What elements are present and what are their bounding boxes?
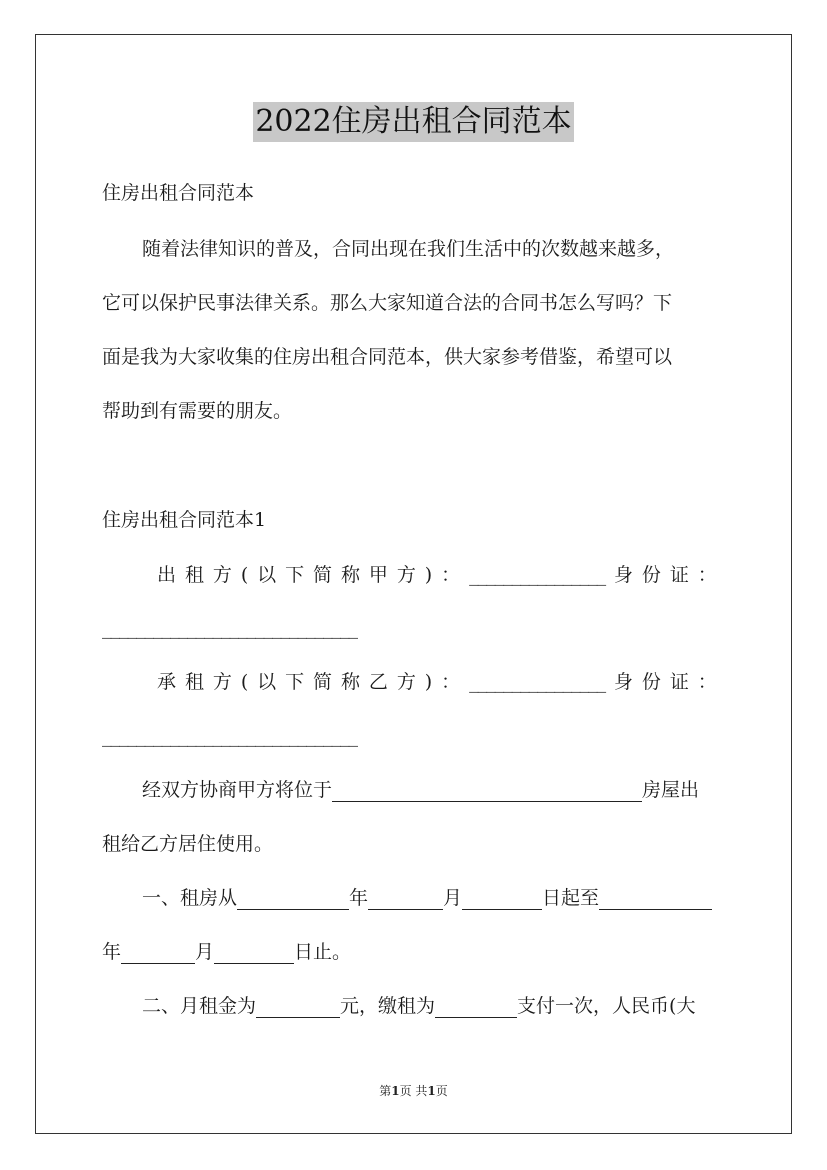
lessee-char: 乙 [368, 671, 388, 693]
intro-line-1: 随着法律知识的普及，合同出现在我们生活中的次数越来越多， [142, 238, 675, 260]
subtitle: 住房出租合同范本 [102, 182, 255, 204]
clause1-line2-month: 月 [195, 941, 215, 963]
lessee-char: ： [441, 671, 461, 693]
start-day-blank [462, 891, 542, 910]
intro-line-2: 它可以保护民事法律关系。那么大家知道合法的合同书怎么写吗？下 [102, 292, 673, 314]
lessee-char: ) [424, 671, 433, 693]
lessee-char: ( [240, 671, 249, 693]
lessee-char: ： [697, 671, 717, 693]
lessee-char: 以 [257, 671, 277, 693]
lessee-char: 方 [212, 671, 232, 693]
lessor-char: 身 [613, 564, 633, 586]
clause2-suffix: 支付一次，人民币(大 [517, 995, 696, 1017]
intro-line-3: 面是我为大家收集的住房出租合同范本，供大家参考借鉴，希望可以 [102, 346, 673, 368]
footer-total-pages: 1 [427, 1084, 436, 1098]
lessee-char: 简 [313, 671, 333, 693]
lessor-char: 方 [396, 564, 416, 586]
lessor-char: 下 [285, 564, 305, 586]
lessor-char: 方 [212, 564, 232, 586]
lessee-char: 租 [184, 671, 204, 693]
lessor-char: 称 [340, 564, 360, 586]
lessor-char: 以 [257, 564, 277, 586]
agreement-line-2: 租给乙方居住使用。 [102, 833, 274, 855]
lessor-line [157, 563, 717, 587]
agreement-line-1 [142, 778, 726, 802]
lessee-char: 方 [396, 671, 416, 693]
footer-page-mid: 页 共 [399, 1084, 428, 1098]
start-month-blank [368, 891, 443, 910]
document-title: 2022住房出租合同范本 [253, 102, 573, 142]
clause1-line-2 [102, 940, 726, 964]
lessor-char: ( [240, 564, 249, 586]
lessor-char: 出 [157, 564, 177, 586]
agreement-suffix: 房屋出 [642, 779, 700, 801]
footer-page-prefix: 第 [379, 1084, 392, 1098]
lessee-id-blank: ______________________________ [102, 725, 357, 747]
agreement-prefix: 经双方协商甲方将位于 [142, 779, 333, 801]
clause2-line-1 [142, 994, 726, 1018]
clause1-prefix: 一、租房从 [142, 887, 238, 909]
lessee-char: 称 [340, 671, 360, 693]
lessee-line [157, 670, 717, 694]
clause1-line2-year: 年 [102, 941, 122, 963]
lessee-char: 证 [669, 671, 689, 693]
lessor-char: 租 [184, 564, 204, 586]
lessor-char: ) [424, 564, 433, 586]
rent-amount-blank [256, 999, 340, 1018]
payment-period-blank [435, 999, 517, 1018]
intro-line-4: 帮助到有需要的朋友。 [102, 400, 293, 422]
lessee-char: 承 [157, 671, 177, 693]
end-day-blank [214, 945, 294, 964]
clause1-line-1 [142, 886, 726, 910]
start-year-blank [237, 891, 349, 910]
clause1-year: 年 [349, 887, 369, 909]
lessor-char: 份 [641, 564, 661, 586]
page-footer [0, 1083, 827, 1099]
lessor-char: ： [697, 564, 717, 586]
lessor-name-blank: ________________ [469, 564, 606, 586]
lessee-char: 身 [613, 671, 633, 693]
clause2-prefix: 二、月租金为 [142, 995, 257, 1017]
lessor-char: ： [441, 564, 461, 586]
end-year-blank [599, 891, 712, 910]
clause1-month: 月 [443, 887, 463, 909]
lessee-char: 下 [285, 671, 305, 693]
end-month-blank [121, 945, 195, 964]
clause1-line2-end: 日止。 [294, 941, 352, 963]
lessee-char: 份 [641, 671, 661, 693]
lessor-id-blank: ______________________________ [102, 617, 357, 639]
lessor-char: 甲 [368, 564, 388, 586]
title-container [0, 102, 827, 142]
lessor-char: 简 [313, 564, 333, 586]
clause1-day-from: 日起至 [542, 887, 600, 909]
footer-page-suffix: 页 [435, 1084, 448, 1098]
lessor-char: 证 [669, 564, 689, 586]
section-heading: 住房出租合同范本1 [102, 509, 267, 531]
address-blank [332, 783, 642, 802]
lessee-name-blank: ________________ [469, 671, 606, 693]
footer-page-number: 1 [391, 1084, 400, 1098]
clause2-yuan: 元，缴租为 [340, 995, 436, 1017]
